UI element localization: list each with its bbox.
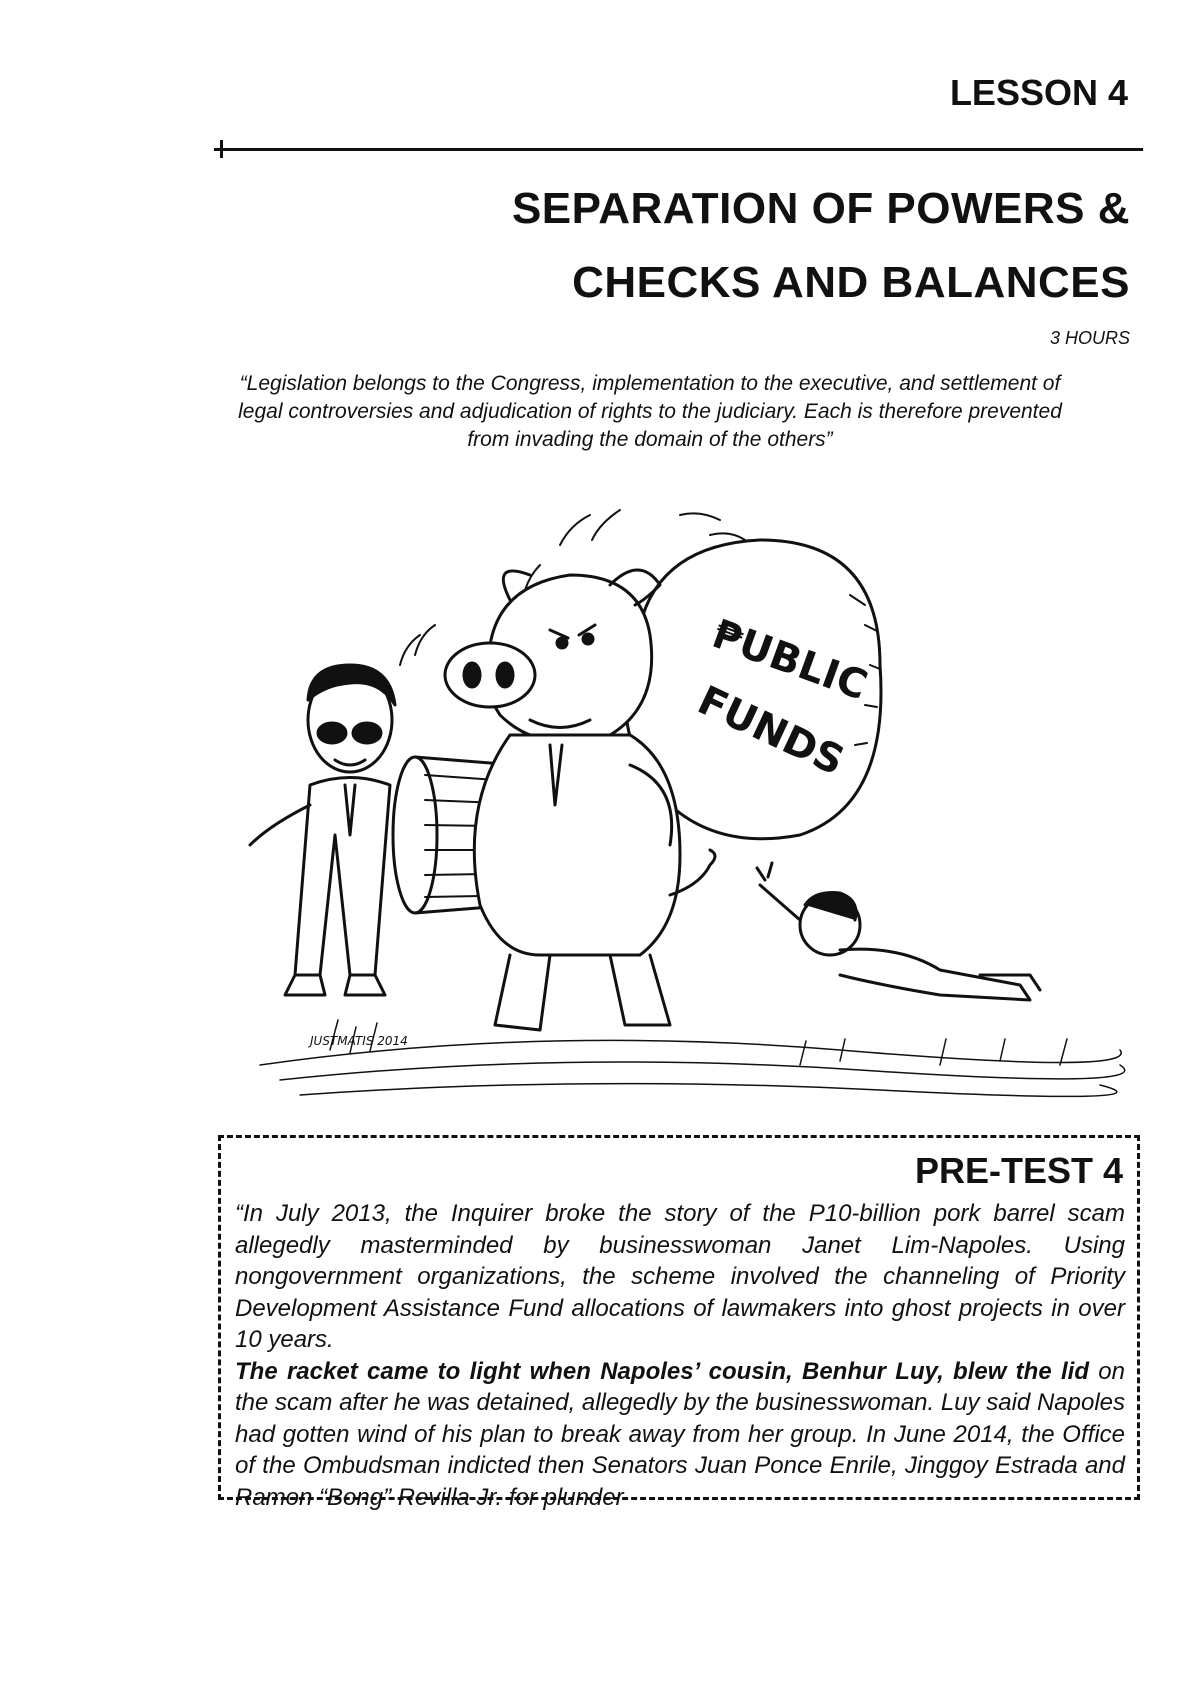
header-rule-tick-bar [214, 148, 228, 151]
header-rule [220, 148, 1143, 151]
lesson-title [512, 172, 1130, 320]
pretest-passage [235, 1198, 1125, 1513]
pretest-paragraph-2: on the scam after he was detained, allegedly by the businesswoman. Luy said Napoles had gotten wind of his plan to break away from her group. In June 2014, the Office of the Ombudsman indicted then Senators Juan Ponce Enrile, Jinggoy Estrada and Ramon “Bong” Revilla Jr. for plunder [235, 1357, 1125, 1511]
ground-hatching [260, 1020, 1125, 1096]
pretest-paragraph-1: “In July 2013, the Inquirer broke the story of the P10-billion pork barrel scam allegedly masterminded by businesswoman Janet Lim-Napoles. Using nongovernment organizations, the scheme involved the channeling of Priority Development Assistance Fund allocations of lawmakers into ghost projects in over 10 years. [235, 1200, 1125, 1353]
crawling-person [757, 863, 1040, 1000]
lesson-title-line1: SEPARATION OF POWERS & [511, 184, 1130, 233]
sack-label-line2: FUNDS [690, 677, 851, 785]
opening-quote: “Legislation belongs to the Congress, implementation to the executive, and settlement of legal controversies and adjudication of rights to the judiciary. Each is therefore prevented from invading the domain of the others” [238, 372, 1062, 451]
lesson-title-line2: CHECKS AND BALANCES [572, 258, 1130, 307]
pretest-title: PRE-TEST 4 [914, 1150, 1123, 1191]
pretest-paragraph-2-bold: The racket came to light when Napoles’ cousin, Benhur Luy, blew the lid [235, 1357, 1089, 1385]
editorial-cartoon [240, 505, 1130, 1120]
lesson-duration: 3 HOURS [1049, 328, 1130, 348]
lesson-label: LESSON 4 [949, 72, 1128, 113]
pretest-box [218, 1135, 1140, 1511]
man-in-suit [250, 665, 395, 995]
artist-signature: JUSTMATIS 2014 [310, 1034, 408, 1048]
sack-label-line1: ₱UBLIC [706, 611, 874, 710]
